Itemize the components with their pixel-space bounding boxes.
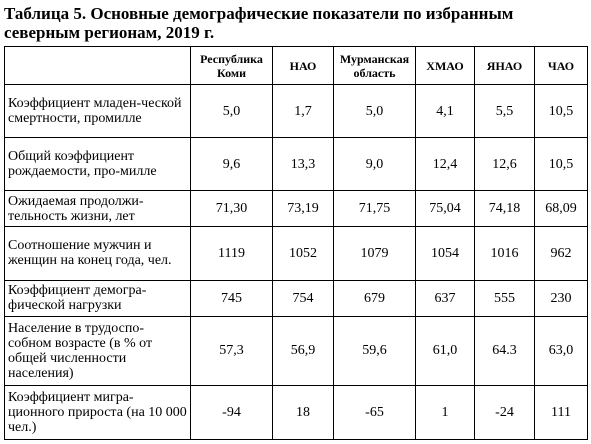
header-cell-murmansk: Мурманская область xyxy=(334,47,416,85)
header-row xyxy=(5,47,588,85)
table-cell: 9,6 xyxy=(191,138,273,191)
table-cell: 230 xyxy=(535,280,588,316)
demographic-table xyxy=(4,46,588,440)
table-cell: 111 xyxy=(535,385,588,439)
table-row xyxy=(5,316,588,385)
row-label: Коэффициент младен-ческой смертности, промилле xyxy=(5,85,191,138)
table-row xyxy=(5,227,588,280)
table-row xyxy=(5,85,588,138)
table-cell: 754 xyxy=(273,280,334,316)
table-cell: 745 xyxy=(191,280,273,316)
row-label: Соотношение мужчин и женщин на конец года, чел. xyxy=(5,227,191,280)
table-cell: 59,6 xyxy=(334,316,416,385)
table-cell: -94 xyxy=(191,385,273,439)
header-cell-label xyxy=(5,47,191,85)
header-cell-hmao: ХМАО xyxy=(416,47,475,85)
table-cell: 57,3 xyxy=(191,316,273,385)
table-cell: 1054 xyxy=(416,227,475,280)
table-cell: 4,1 xyxy=(416,85,475,138)
header-cell-yanao: ЯНАО xyxy=(475,47,535,85)
table-cell: 1 xyxy=(416,385,475,439)
table-cell: 679 xyxy=(334,280,416,316)
table-row xyxy=(5,191,588,227)
table-cell: 5,5 xyxy=(475,85,535,138)
table-cell: 5,0 xyxy=(191,85,273,138)
table-cell: 9,0 xyxy=(334,138,416,191)
table-cell: 13,3 xyxy=(273,138,334,191)
table-cell: 555 xyxy=(475,280,535,316)
table-cell: 1079 xyxy=(334,227,416,280)
table-cell: 61,0 xyxy=(416,316,475,385)
table-cell: -24 xyxy=(475,385,535,439)
table-cell: 10,5 xyxy=(535,85,588,138)
table-cell: 12,6 xyxy=(475,138,535,191)
table-row xyxy=(5,280,588,316)
row-label: Коэффициент демогра-фической нагрузки xyxy=(5,280,191,316)
table-cell: 1016 xyxy=(475,227,535,280)
table-cell: -65 xyxy=(334,385,416,439)
table-cell: 75,04 xyxy=(416,191,475,227)
table-cell: 56,9 xyxy=(273,316,334,385)
header-cell-komi: Республика Коми xyxy=(191,47,273,85)
table-cell: 637 xyxy=(416,280,475,316)
table-cell: 18 xyxy=(273,385,334,439)
table-cell: 1,7 xyxy=(273,85,334,138)
table-title: Таблица 5. Основные демографические показатели по избранным северным регионам, 2019 г. xyxy=(4,4,514,42)
table-cell: 64.3 xyxy=(475,316,535,385)
table-row xyxy=(5,138,588,191)
table-cell: 63,0 xyxy=(535,316,588,385)
table-cell: 12,4 xyxy=(416,138,475,191)
table-row xyxy=(5,385,588,439)
row-label: Ожидаемая продолжи-тельность жизни, лет xyxy=(5,191,191,227)
header-cell-nao: НАО xyxy=(273,47,334,85)
table-cell: 1052 xyxy=(273,227,334,280)
table-cell: 74,18 xyxy=(475,191,535,227)
table-cell: 71,75 xyxy=(334,191,416,227)
table-cell: 71,30 xyxy=(191,191,273,227)
table-cell: 5,0 xyxy=(334,85,416,138)
table-cell: 962 xyxy=(535,227,588,280)
table-cell: 73,19 xyxy=(273,191,334,227)
row-label: Коэффициент мигра-ционного прироста (на 10 000 чел.) xyxy=(5,385,191,439)
header-cell-chao: ЧАО xyxy=(535,47,588,85)
row-label: Население в трудоспо-собном возрасте (в % от общей численности населения) xyxy=(5,316,191,385)
table-cell: 10,5 xyxy=(535,138,588,191)
table-cell: 1119 xyxy=(191,227,273,280)
table-cell: 68,09 xyxy=(535,191,588,227)
row-label: Общий коэффициент рождаемости, про-милле xyxy=(5,138,191,191)
